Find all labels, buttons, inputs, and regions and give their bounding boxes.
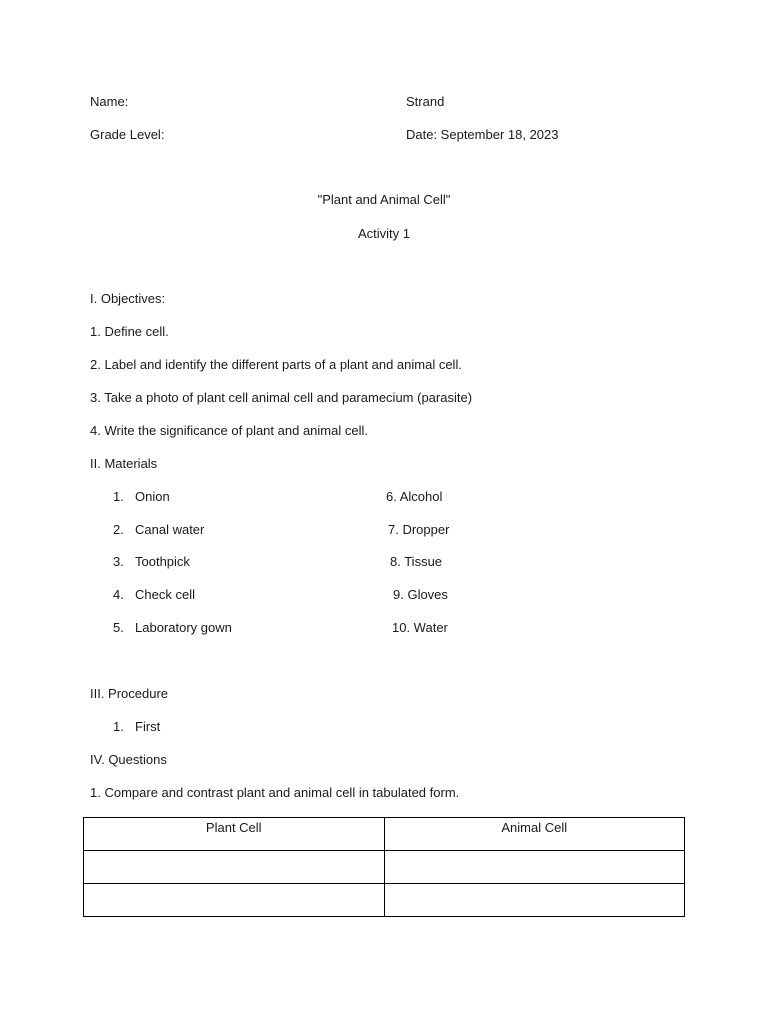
document-title: "Plant and Animal Cell" [317, 192, 451, 207]
material-item: Canal water [135, 522, 205, 537]
objective-item: 3. Take a photo of plant cell animal cell and paramecium (parasite) [90, 390, 473, 405]
material-number: 1. [113, 489, 124, 504]
material-item: 8. Tissue [390, 554, 443, 569]
plant-cell-header: Plant Cell [205, 820, 262, 835]
table-header-cell [84, 818, 385, 851]
material-item: 7. Dropper [388, 522, 450, 537]
material-item: 6. Alcohol [386, 489, 443, 504]
material-number: 5. [113, 620, 124, 635]
table-header-cell [384, 818, 685, 851]
table-cell[interactable] [84, 884, 385, 917]
animal-cell-header: Animal Cell [501, 820, 568, 835]
material-item: Laboratory gown [135, 620, 232, 635]
objective-item: 1. Define cell. [90, 324, 169, 339]
table-row [84, 851, 685, 884]
material-number: 4. [113, 587, 124, 602]
questions-heading: IV. Questions [90, 752, 167, 767]
table-row [84, 884, 685, 917]
activity-subtitle: Activity 1 [357, 226, 411, 241]
date-label: Date: September 18, 2023 [406, 127, 559, 142]
name-label: Name: [90, 94, 129, 109]
table-cell[interactable] [84, 851, 385, 884]
materials-heading: II. Materials [90, 456, 158, 471]
objectives-heading: I. Objectives: [90, 291, 166, 306]
procedure-heading: III. Procedure [90, 686, 169, 701]
table-header-row [84, 818, 685, 851]
material-item: 9. Gloves [393, 587, 448, 602]
material-item: Check cell [135, 587, 195, 602]
strand-label: Strand [406, 94, 445, 109]
question-item: 1. Compare and contrast plant and animal cell in tabulated form. [90, 785, 460, 800]
procedure-item: First [135, 719, 161, 734]
table-cell[interactable] [384, 851, 685, 884]
material-item: Toothpick [135, 554, 190, 569]
comparison-table [83, 817, 685, 917]
material-number: 3. [113, 554, 124, 569]
material-item: Onion [135, 489, 170, 504]
material-number: 2. [113, 522, 124, 537]
grade-level-label: Grade Level: [90, 127, 165, 142]
objective-item: 2. Label and identify the different parts of a plant and animal cell. [90, 357, 462, 372]
procedure-number: 1. [113, 719, 124, 734]
material-item: 10. Water [392, 620, 448, 635]
table-cell[interactable] [384, 884, 685, 917]
objective-item: 4. Write the significance of plant and animal cell. [90, 423, 368, 438]
